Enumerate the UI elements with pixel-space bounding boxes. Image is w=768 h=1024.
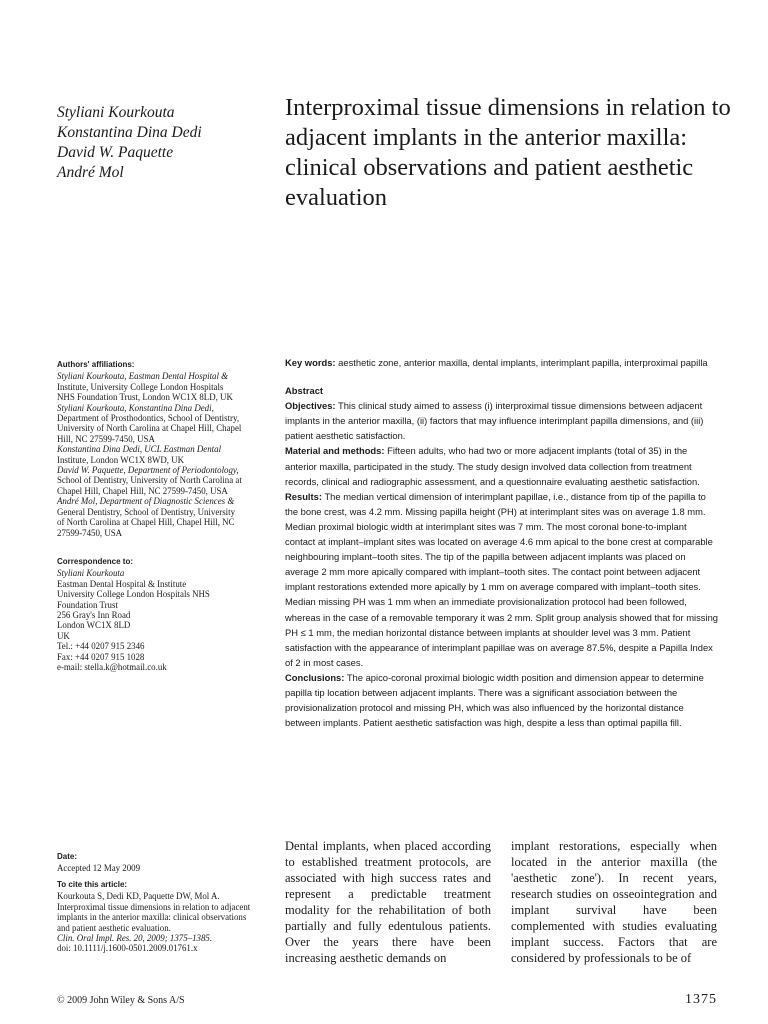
affiliation-line: Konstantina Dina Dedi, UCL Eastman Dental — [57, 444, 222, 455]
affiliation-line: David W. Paquette, Department of Periodontology, — [57, 465, 239, 476]
section-text: This clinical study aimed to assess (i) interproximal tissue dimensions between adjacent implants in the anterior maxilla, (ii) factors that may influence interimplant papilla dimensions, and (iii) patient aesthetic satisfaction. — [285, 400, 704, 442]
correspondence-line: Fax: +44 0207 915 1028 — [57, 651, 145, 662]
abstract-heading: Abstract — [285, 385, 324, 397]
date-block — [57, 852, 272, 874]
section-label: Conclusions: — [285, 671, 345, 683]
keywords — [285, 355, 719, 370]
page-number: 1375 — [685, 992, 717, 1007]
section-text: The median vertical dimension of interimplant papillae, i.e., distance from tip of the papilla to the bone crest, was 4.2 mm. Missing papilla height (PH) at interimplant sites was on average 1.8 mm. Median proximal biologic width at interimplant sites was 7 mm. The most coronal bone-to-implant contact at implant–implant sites was located on average 4.6 mm apical to the bone crest at comparable neighbouring implant–tooth sites. The tip of the papilla between adjacent implants was placed on average 2 mm more apically compared with implant–tooth sites. The contact point between adjacent implant restorations extended more apically by 1 mm on average compared with implant–tooth sites. Median missing PH was 1 mm when an immediate provisionalization protocol had been followed, whereas in the case of a removable temporary it was 2 mm. Split group analysis showed that for missing PH ≤ 1 mm, the median horizontal distance between implants at shoulder level was 3 mm. Patient satisfaction with the appearance of interimplant papillae was on average 87.5%, despite a Papilla Index of 2 in most cases. — [285, 490, 719, 668]
abstract-methods — [285, 443, 719, 488]
abstract-results — [285, 489, 719, 670]
author-name: Konstantina Dina Dedi — [57, 124, 202, 141]
author-name: André Mol — [57, 164, 124, 181]
keywords-label: Key words: — [285, 357, 336, 368]
affiliation-line: Styliani Kourkouta, Eastman Dental Hospital & — [57, 371, 229, 382]
affiliation-line: Institute, University College London Hospitals — [57, 381, 224, 392]
affiliation-line: University of North Carolina at Chapel Hill, Chapel — [57, 423, 242, 434]
correspondence-line: UK — [57, 630, 70, 641]
citation-heading: To cite this article: — [57, 880, 128, 889]
body-column-1: Dental implants, when placed according to established treatment protocols, are associated with high success rates and represent a predictable treatment modality for the rehabilitation of both partially and fully edentulous patients. Over the years there have been increasing aesthetic demands on — [285, 839, 491, 965]
affiliation-line: School of Dentistry, University of North Carolina at — [57, 475, 242, 486]
citation-doi: doi: 10.1111/j.1600-0501.2009.01761.x — [57, 943, 198, 954]
citation-line: and patient aesthetic evaluation. — [57, 922, 171, 933]
affiliation-line: Institute, London WC1X 8WD, UK — [57, 454, 185, 465]
author-list — [57, 103, 272, 183]
affiliation-line: Hill, NC 27599-7450, USA — [57, 433, 155, 444]
affiliation-line: Chapel Hill, Chapel Hill, NC 27599-7450, USA — [57, 485, 228, 496]
date-value: Accepted 12 May 2009 — [57, 863, 141, 874]
correspondence-line: Styliani Kourkouta — [57, 568, 125, 579]
correspondence-line: Tel.: +44 0207 915 2346 — [57, 641, 145, 652]
correspondence-line: Eastman Dental Hospital & Institute — [57, 578, 187, 589]
affiliation-line: Styliani Kourkouta, Konstantina Dina Dedi, — [57, 402, 214, 413]
affiliation-line: General Dentistry, School of Dentistry, University — [57, 506, 236, 517]
correspondence-line: University College London Hospitals NHS — [57, 589, 210, 600]
section-label: Results: — [285, 490, 322, 502]
correspondence-line: Foundation Trust — [57, 599, 118, 610]
citation-block — [57, 880, 272, 954]
correspondence-heading: Correspondence to: — [57, 557, 134, 566]
author-name: David W. Paquette — [57, 144, 174, 161]
correspondence-line: London WC1X 8LD — [57, 620, 131, 631]
citation-line: Clin. Oral Impl. Res. 20, 2009; 1375–1385. — [57, 933, 213, 944]
affiliation-line: 27599-7450, USA — [57, 527, 123, 538]
citation-line: implants in the anterior maxilla: clinical observations — [57, 912, 247, 923]
date-heading: Date: — [57, 852, 78, 861]
abstract-block — [285, 355, 719, 730]
section-label: Material and methods: — [285, 445, 385, 457]
article-title: Interproximal tissue dimensions in relation to adjacent implants in the anterior maxilla: clinical observations and patient aesthetic evaluation — [285, 94, 731, 211]
section-text: The apico-coronal proximal biologic width position and dimension appear to determine papilla tip location between adjacent implants. There was a significant association between the provisionalization protocol and missing PH, which was also influenced by the horizontal distance between implants. Patient aesthetic satisfaction was high, despite a less than optimal papilla fill. — [285, 671, 704, 729]
author-name: Styliani Kourkouta — [57, 104, 175, 121]
citation-line: Kourkouta S, Dedi KD, Paquette DW, Mol A. — [57, 891, 220, 902]
abstract-objectives — [285, 398, 719, 443]
section-text: Fifteen adults, who had two or more adjacent implants (total of 35) in the anterior maxilla, participated in the study. The study design involved data collection from treatment records, clinical and radiographic assessment, and a questionnaire evaluating aesthetic satisfaction. — [285, 445, 700, 487]
correspondence-line: 256 Gray's Inn Road — [57, 610, 131, 621]
affiliation-line: of North Carolina at Chapel Hill, Chapel Hill, NC — [57, 517, 235, 528]
citation-line: Interproximal tissue dimensions in relation to adjacent — [57, 901, 251, 912]
correspondence-block — [57, 557, 272, 672]
affiliation-line: André Mol, Department of Diagnostic Sciences & — [57, 496, 235, 507]
affiliations-heading: Authors' affiliations: — [57, 360, 135, 369]
copyright: © 2009 John Wiley & Sons A/S — [57, 995, 185, 1006]
keywords-text: aesthetic zone, anterior maxilla, dental implants, interimplant papilla, interproximal papilla — [338, 357, 708, 368]
correspondence-email[interactable]: e-mail: stella.k@hotmail.co.uk — [57, 662, 167, 673]
affiliation-line: NHS Foundation Trust, London WC1X 8LD, UK — [57, 392, 233, 403]
affiliation-line: Department of Prosthodontics, School of Dentistry, — [57, 413, 240, 424]
section-label: Objectives: — [285, 400, 336, 412]
body-column-2: implant restorations, especially when located in the anterior maxilla (the 'aesthetic zone'). In recent years, research studies on osseointegration and implant survival have been complemented with studies evaluating implant success. Factors that are considered by professionals to be of — [511, 839, 717, 965]
abstract-conclusions — [285, 670, 719, 730]
affiliations-block — [57, 360, 272, 538]
